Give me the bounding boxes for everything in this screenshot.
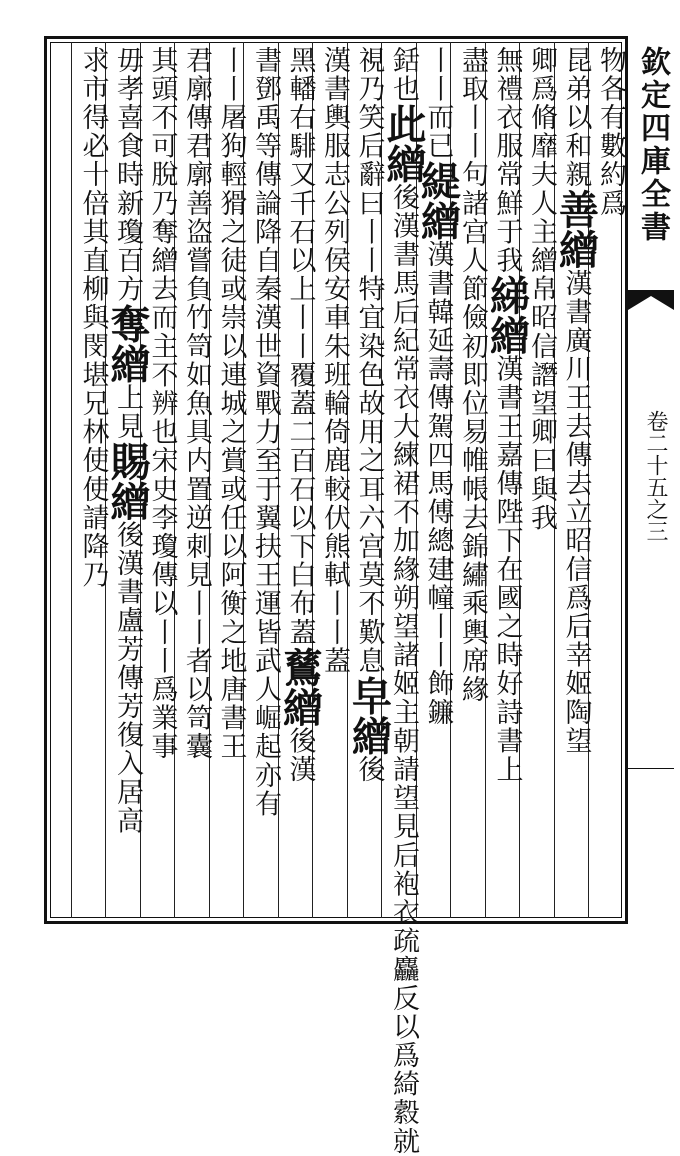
text-segment: 漢書王嘉傳陛下在國之時好詩書上 [491,354,523,784]
column-rule [71,42,72,918]
text-segment: 丨丨而已 [422,46,454,161]
entry-headword: 此繒 [380,103,427,184]
text-column [552,46,600,918]
text-segment: 柳與閔堪兄林使使請降乃 [77,274,109,590]
book-title: 欽定四庫全書 [635,46,670,244]
text-segment: 上見 [112,383,143,441]
margin-rule [628,768,674,769]
text-segment: 後漢 [284,726,316,784]
text-segment: 銛也 [388,46,419,104]
entry-headword: 皁繒 [345,675,393,756]
text-column [314,46,354,918]
text-segment: 物各有數約爲 [595,46,626,218]
fishtail-mark [628,290,674,310]
entry-headword: 善繒 [552,189,600,269]
text-column [104,46,151,918]
text-segment: 書鄧禹等傳論降自秦漢世資戰力至于翼扶王運皆武人崛起亦有 [250,46,281,819]
text-segment: 後漢書馬后紀常衣大練裙不加緣朔望諸姬主朝請望見后袍衣疏麤反以爲綺縠就 [388,183,419,1156]
text-column [345,46,393,918]
text-column [380,46,427,1156]
text-column [176,46,216,918]
text-column [245,46,285,918]
text-segment: 求市得必十倍其直 [77,46,109,275]
entry-headword: 綈繒 [483,274,531,355]
entry-headword: 鶿繒 [276,646,324,727]
text-column [521,46,561,918]
text-segment: 後 [353,755,385,784]
text-segment: 其頭不可脫乃奪繒去而主不辨也宋史李瓊傳以丨丨爲業事 [146,46,178,761]
text-segment: 盡取丨丨句諸宫人節儉初即位易帷帳去錦繡乘輿席緣 [457,46,488,704]
text-segment: 漢書韓延壽傳駕四馬傅總建幢丨丨飾鐮 [422,240,454,727]
volume-label: 卷二十五之三 [643,410,668,542]
entry-headword: 緹繒 [414,160,462,241]
entry-headword: 賜繒 [104,440,151,521]
text-segment: 黑轓右騑又千石以上丨丨覆蓋二百石以下白布蓋 [284,46,316,647]
text-segment: 漢書輿服志公列侯安車朱班輪倚鹿較伏熊軾丨丨蓋 [319,46,350,676]
text-column [73,46,113,918]
text-segment: 丨丨屠狗輕猾之徒或崇以連城之賞或任以阿衡之地唐書王 [215,46,247,761]
text-segment: 後漢書盧芳傳芳復入居高 [112,520,143,836]
text-column [590,46,630,918]
text-segment: 卿爲脩靡夫人主繒帛昭信譖望卿曰與我 [526,46,557,533]
text-segment: 視乃笑后辭曰丨丨特宜染色故用之耳六宫莫不歎息 [353,46,385,676]
text-column [276,46,324,918]
text-segment: 毋孝喜食時新瓊百方 [112,46,143,304]
text-segment: 無禮衣服常鮮于我 [491,46,523,275]
entry-headword: 奪繒 [104,303,151,384]
text-column [483,46,531,918]
text-segment: 昆弟以和親 [560,46,592,189]
text-column [211,46,251,918]
text-segment: 君廓傳君廓善盗嘗負竹笥如魚具内置逆刺見丨丨者以笥囊 [181,46,212,761]
text-segment: 漢書廣川王去傳去立昭信爲后幸姬陶望 [560,269,592,756]
